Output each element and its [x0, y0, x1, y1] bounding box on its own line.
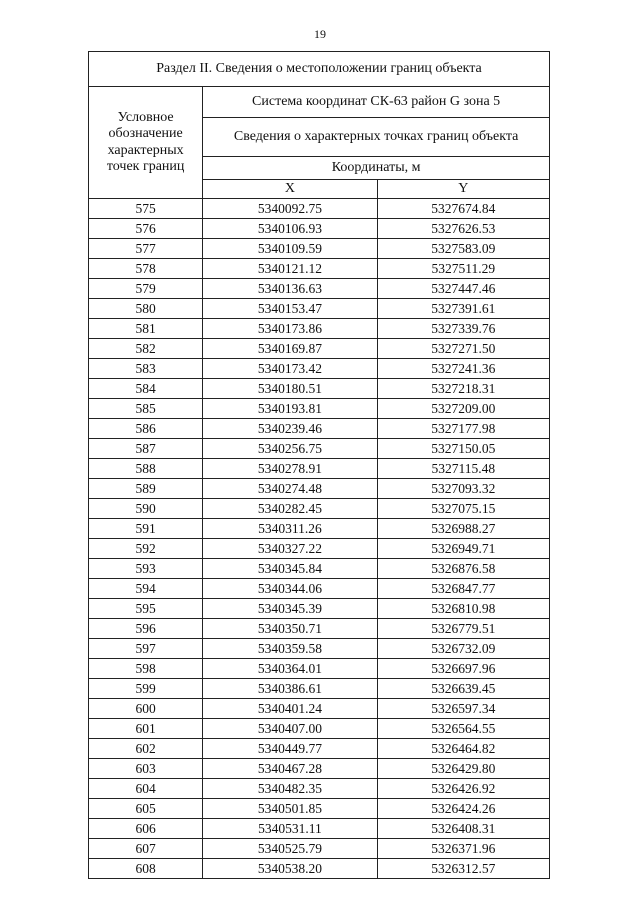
- y-coordinate-cell: 5327583.09: [377, 239, 549, 259]
- table-row: [89, 699, 550, 719]
- y-coordinate-cell: 5327391.61: [377, 299, 549, 319]
- y-coordinate-cell: 5326639.45: [377, 679, 549, 699]
- x-coordinate-cell: 5340344.06: [203, 579, 377, 599]
- y-coordinate-cell: 5326597.34: [377, 699, 549, 719]
- x-coordinate-cell: 5340345.84: [203, 559, 377, 579]
- table-row: [89, 859, 550, 879]
- table-row: [89, 579, 550, 599]
- table-row: [89, 499, 550, 519]
- x-coordinate-cell: 5340525.79: [203, 839, 377, 859]
- point-number-cell: 586: [89, 419, 203, 439]
- x-coordinate-cell: 5340239.46: [203, 419, 377, 439]
- y-coordinate-cell: 5326876.58: [377, 559, 549, 579]
- y-coordinate-cell: 5326564.55: [377, 719, 549, 739]
- y-coordinate-cell: 5327241.36: [377, 359, 549, 379]
- point-number-cell: 600: [89, 699, 203, 719]
- point-number-cell: 596: [89, 619, 203, 639]
- point-number-cell: 604: [89, 779, 203, 799]
- table-row: [89, 299, 550, 319]
- point-number-cell: 592: [89, 539, 203, 559]
- x-coordinate-cell: 5340327.22: [203, 539, 377, 559]
- point-number-cell: 589: [89, 479, 203, 499]
- y-coordinate-cell: 5327209.00: [377, 399, 549, 419]
- point-number-cell: 577: [89, 239, 203, 259]
- point-number-cell: 602: [89, 739, 203, 759]
- table-row: [89, 439, 550, 459]
- table-row: [89, 599, 550, 619]
- point-label-line: обозначение: [108, 126, 183, 142]
- point-number-cell: 595: [89, 599, 203, 619]
- table-row: [89, 479, 550, 499]
- x-coordinate-cell: 5340482.35: [203, 779, 377, 799]
- x-coordinate-cell: 5340121.12: [203, 259, 377, 279]
- table-row: [89, 739, 550, 759]
- page-number: 19: [314, 27, 326, 41]
- point-number-cell: 601: [89, 719, 203, 739]
- y-coordinate-cell: 5326732.09: [377, 639, 549, 659]
- table-row: [89, 359, 550, 379]
- point-number-cell: 580: [89, 299, 203, 319]
- table-row: [89, 559, 550, 579]
- table-row: [89, 219, 550, 239]
- y-coordinate-cell: 5327626.53: [377, 219, 549, 239]
- point-label-line: Условное: [117, 110, 174, 126]
- points-info-header: Сведения о характерных точках границ объекта: [203, 118, 550, 157]
- y-coordinate-cell: 5327115.48: [377, 459, 549, 479]
- table-row: [89, 419, 550, 439]
- table-row: [89, 619, 550, 639]
- table-row: [89, 839, 550, 859]
- table-row: [89, 819, 550, 839]
- point-number-cell: 579: [89, 279, 203, 299]
- table-row: [89, 239, 550, 259]
- x-coordinate-cell: 5340467.28: [203, 759, 377, 779]
- point-number-cell: 575: [89, 199, 203, 219]
- x-coordinate-cell: 5340136.63: [203, 279, 377, 299]
- point-number-cell: 605: [89, 799, 203, 819]
- point-number-cell: 590: [89, 499, 203, 519]
- x-coordinate-cell: 5340173.42: [203, 359, 377, 379]
- table-row: [89, 199, 550, 219]
- y-coordinate-cell: 5326424.26: [377, 799, 549, 819]
- table-row: [89, 799, 550, 819]
- point-number-cell: 588: [89, 459, 203, 479]
- x-coordinate-cell: 5340401.24: [203, 699, 377, 719]
- x-coordinate-cell: 5340386.61: [203, 679, 377, 699]
- x-coordinate-cell: 5340350.71: [203, 619, 377, 639]
- table-row: [89, 279, 550, 299]
- y-coordinate-cell: 5326426.92: [377, 779, 549, 799]
- table-row: [89, 339, 550, 359]
- table-row: [89, 539, 550, 559]
- point-number-cell: 582: [89, 339, 203, 359]
- y-coordinate-cell: 5327150.05: [377, 439, 549, 459]
- y-coordinate-cell: 5327339.76: [377, 319, 549, 339]
- point-number-cell: 587: [89, 439, 203, 459]
- table-row: [89, 719, 550, 739]
- x-coordinate-cell: 5340282.45: [203, 499, 377, 519]
- x-coordinate-cell: 5340501.85: [203, 799, 377, 819]
- coordinates-table: [88, 51, 550, 879]
- table-row: [89, 639, 550, 659]
- point-number-cell: 583: [89, 359, 203, 379]
- y-coordinate-cell: 5326371.96: [377, 839, 549, 859]
- point-number-cell: 591: [89, 519, 203, 539]
- y-coordinate-cell: 5327271.50: [377, 339, 549, 359]
- x-coordinate-cell: 5340193.81: [203, 399, 377, 419]
- y-coordinate-cell: 5327218.31: [377, 379, 549, 399]
- y-coordinate-cell: 5326949.71: [377, 539, 549, 559]
- point-label-line: точек границ: [106, 158, 185, 174]
- coordinate-system-header: Система координат СК-63 район G зона 5: [203, 87, 550, 118]
- point-label-line: характерных: [107, 142, 184, 158]
- coordinates-header: Координаты, м: [203, 157, 550, 180]
- y-coordinate-cell: 5327674.84: [377, 199, 549, 219]
- table-row: [89, 399, 550, 419]
- y-coordinate-cell: 5327511.29: [377, 259, 549, 279]
- point-number-cell: 594: [89, 579, 203, 599]
- point-number-cell: 576: [89, 219, 203, 239]
- x-coordinate-cell: 5340153.47: [203, 299, 377, 319]
- x-coordinate-cell: 5340274.48: [203, 479, 377, 499]
- y-coordinate-cell: 5326464.82: [377, 739, 549, 759]
- y-coordinate-cell: 5327447.46: [377, 279, 549, 299]
- x-coordinate-cell: 5340169.87: [203, 339, 377, 359]
- x-coordinate-cell: 5340345.39: [203, 599, 377, 619]
- x-coordinate-cell: 5340256.75: [203, 439, 377, 459]
- point-number-cell: 597: [89, 639, 203, 659]
- y-coordinate-cell: 5327177.98: [377, 419, 549, 439]
- y-coordinate-cell: 5326847.77: [377, 579, 549, 599]
- point-number-cell: 598: [89, 659, 203, 679]
- x-coordinate-cell: 5340278.91: [203, 459, 377, 479]
- point-number-cell: 578: [89, 259, 203, 279]
- y-coordinate-cell: 5327075.15: [377, 499, 549, 519]
- y-coordinate-cell: 5326988.27: [377, 519, 549, 539]
- y-coordinate-cell: 5326429.80: [377, 759, 549, 779]
- x-coordinate-cell: 5340359.58: [203, 639, 377, 659]
- y-column-header: Y: [377, 180, 549, 199]
- point-number-cell: 585: [89, 399, 203, 419]
- x-coordinate-cell: 5340109.59: [203, 239, 377, 259]
- point-number-cell: 607: [89, 839, 203, 859]
- table-row: [89, 779, 550, 799]
- table-row: [89, 259, 550, 279]
- y-coordinate-cell: 5326312.57: [377, 859, 549, 879]
- table-row: [89, 519, 550, 539]
- table-row: [89, 459, 550, 479]
- point-number-cell: 606: [89, 819, 203, 839]
- x-coordinate-cell: 5340180.51: [203, 379, 377, 399]
- x-coordinate-cell: 5340449.77: [203, 739, 377, 759]
- point-number-cell: 603: [89, 759, 203, 779]
- y-coordinate-cell: 5326779.51: [377, 619, 549, 639]
- y-coordinate-cell: 5326697.96: [377, 659, 549, 679]
- point-number-cell: 599: [89, 679, 203, 699]
- point-number-cell: 593: [89, 559, 203, 579]
- table-row: [89, 679, 550, 699]
- point-number-cell: 608: [89, 859, 203, 879]
- y-coordinate-cell: 5326408.31: [377, 819, 549, 839]
- x-coordinate-cell: 5340173.86: [203, 319, 377, 339]
- y-coordinate-cell: 5327093.32: [377, 479, 549, 499]
- x-coordinate-cell: 5340092.75: [203, 199, 377, 219]
- x-coordinate-cell: 5340106.93: [203, 219, 377, 239]
- x-coordinate-cell: 5340364.01: [203, 659, 377, 679]
- x-coordinate-cell: 5340311.26: [203, 519, 377, 539]
- point-label-header: [89, 87, 203, 199]
- y-coordinate-cell: 5326810.98: [377, 599, 549, 619]
- table-row: [89, 759, 550, 779]
- table-row: [89, 379, 550, 399]
- table-row: [89, 659, 550, 679]
- x-coordinate-cell: 5340538.20: [203, 859, 377, 879]
- x-coordinate-cell: 5340407.00: [203, 719, 377, 739]
- x-column-header: X: [203, 180, 377, 199]
- x-coordinate-cell: 5340531.11: [203, 819, 377, 839]
- section-title: Раздел II. Сведения о местоположении границ объекта: [89, 52, 550, 87]
- point-number-cell: 581: [89, 319, 203, 339]
- table-row: [89, 319, 550, 339]
- point-number-cell: 584: [89, 379, 203, 399]
